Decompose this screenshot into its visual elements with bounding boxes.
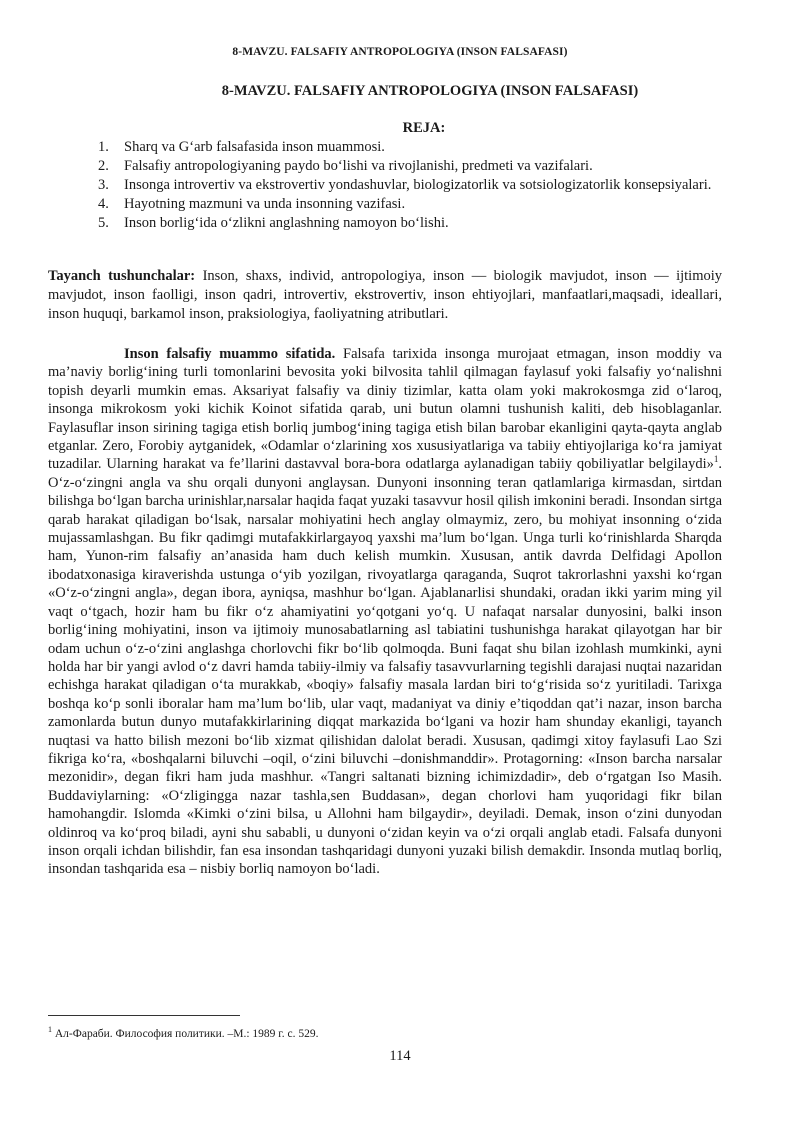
- plan-item: [98, 195, 722, 214]
- plan-item-text: Inson borlig‘ida o‘zlikni anglashning namoyon bo‘lishi.: [124, 215, 449, 231]
- footnote-text: Ал-Фараби. Философия политики. –М.: 1989 г. с. 529.: [52, 1028, 319, 1040]
- plan-item-text: Falsafiy antropologiyaning paydo bo‘lishi va rivojlanishi, predmeti va vazifalari.: [124, 158, 593, 174]
- key-concepts-label: Tayanch tushunchalar:: [48, 268, 196, 284]
- plan-item: [98, 176, 722, 195]
- plan-item: [98, 157, 722, 176]
- key-concepts-text: Inson, shaxs, individ, antropologiya, inson — biologik mavjudot, inson — ijtimoiy mavjudot, inson faolligi, inson qadri, introvertiv, ekstrovertiv, inson ehtiyojlari, manfaatlari,maqsadi, ideallari, inson huquqi, barkamol inson, praksiologiya, faoliyatning atributlari.: [48, 268, 722, 322]
- footnote: [48, 1025, 722, 1040]
- plan-item-number: 3.: [98, 177, 109, 193]
- footnote-reference[interactable]: 1: [713, 454, 719, 465]
- footnote-divider: [48, 1015, 240, 1016]
- plan-list: [98, 138, 722, 233]
- plan-item-number: 5.: [98, 215, 109, 231]
- section-heading: Inson falsafiy muammo sifatida.: [124, 346, 336, 362]
- plan-item-number: 2.: [98, 158, 109, 174]
- plan-item-text: Sharq va G‘arb falsafasida inson muammosi.: [124, 139, 385, 155]
- plan-item-text: Insonga introvertiv va ekstrovertiv yondashuvlar, biologizatorlik va sotsiologizatorlik konsepsiyalari.: [124, 177, 712, 193]
- main-paragraph: [48, 345, 722, 879]
- plan-item: [98, 138, 722, 157]
- plan-heading: REJA:: [402, 120, 446, 136]
- plan-item-number: 1.: [98, 139, 109, 155]
- page-number: 114: [389, 1048, 411, 1064]
- footnote-number: 1: [48, 1025, 52, 1035]
- paragraph-text-part2: . O‘z-o‘zingni angla va shu orqali dunyoni anglaysan. Dunyoni insonning teran qatlamlariga kirmasdan, sirtdan bilishga bo‘lgan barcha urinishlar,narsalar haqida faqat yuzaki tasavvur hosil qilish imkonini beradi. Insondan sirtga qarab harakat qiladigan bo‘lsak, narsalar mohiyatini hech anglay olmaymiz, zero, bu mohiyat insonning o‘zida mujassamlashgan. Bu fikr qadimgi mutafakkirlargayoq yaxshi ma’lum bo‘lgan. Unga turli ko‘rinishlarda Sharqda ham, Yunon-rim falsafiy an’anasida ham duch kelish mumkin. Xususan, antik davrda Delfidagi Apollon ibodatxonasiga kiraverishda ustunga o‘yib yozilgan, rivoyatlarga qaraganda, Suqrot takrorlashni yaxshi ko‘rgan «O‘z-o‘zingni angla», degan ibora, ayniqsa, mashhur bo‘lgan. Ajablanarlisi shundaki, oradan ikki yarim ming yil vaqt o‘tgach, hozir ham bu fikr o‘z ahamiyatini yo‘qotgani yo‘q. U nafaqat narsalar dunyosini, balki inson borlig‘ining mohiyatini, inson va ijtimoiy munosabatlarning asl tabiatini tushunishga harakat qilayotgan har bir odam uchun o‘z-o‘zini anglashga chorlovchi fikr bo‘lib qolmoqda. Buni faqat shu bilan izohlash mumkinki, ayni holda har bir yangi avlod o‘z davri hamda tabiiy-ilmiy va falsafiy tasavvurlarning tegishli darajasi nuqtai nazaridan echishga harakat qiladigan o‘ta murakkab, «boqiy» falsafiy masala lardan biri to‘g‘risida so‘z yuritiladi. Tarixga boshqa ko‘p sonli iboralar ham ma’lum bo‘lib, ular vaqt, madaniyat va diniy e’tiqoddan qat’i nazar, inson barcha zamonlarda butun dunyo mutafakkirlarining diqqat markazida bo‘lgani va hozir ham shunday ekanligi, tayanch nuqtasi va hatto bilish mezoni bo‘lib xizmat qilishidan dalolat beradi. Xususan, qadimgi xitoy faylasufi Lao Szi fikriga ko‘ra, «boshqalarni biluvchi –oqil, o‘zini biluvchi –donishmanddir». Protagorning: «Inson barcha narsalar mezonidir», degan fikri ham juda mashhur. «Tangri saltanati bizning ichimizdadir», deb o‘rgatgan Iso Masih. Buddaviylarning: «O‘zligingga nazar tashla,sen Buddasan», degan chorlovi ham yuqoridagi fikr bilan hamohangdir. Islomda «Kimki o‘zini bilsa, u Allohni ham bilgaydir», deyiladi. Demak, inson o‘zini dunyodan oldinroq va ko‘proq biladi, ayni shu sababli, u dunyoni o‘zidan keyin va o‘zi orqali anglab etadi. Falsafa dunyoni inson orqali ichdan bilishdir, fan esa insondan tashqaridagi dunyoni yuzaki bilish demakdir. Insonda mutlaq borliq, insondan tashqarida esa – nisbiy borliq namoyon bo‘ladi.: [48, 456, 722, 878]
- topic-title: 8-MAVZU. FALSAFIY ANTROPOLOGIYA (INSON FALSAFASI): [221, 83, 639, 99]
- plan-item: [98, 214, 722, 233]
- plan-item-number: 4.: [98, 196, 109, 212]
- plan-item-text: Hayotning mazmuni va unda insonning vazifasi.: [124, 196, 406, 212]
- paragraph-text-part1: Falsafa tarixida insonga murojaat etmagan, inson moddiy va ma’naviy borlig‘ining turli tomonlarini bevosita yoki bilvosita tahlil qilmagan faylasuf yoki falsafiy yo‘nalishni topish deyarli mumkin emas. Aksariyat falsafiy va diniy tizimlar, katta olam yoki makrokosmga zid o‘laroq, insonga mikrokosm yoki kichik Koinot sifatida qarab, uni butun olamni tushunish kaliti, deb hisoblaganlar. Faylasuflar inson sirining tagiga etish borliq jumbog‘ining tagiga etish bilan barobar ekanligini qayta-qayta anglab etganlar. Zero, Forobiy aytganidek, «Odamlar o‘zlarining xos xususiyatlariga va tabiiy ehtiyojlariga ko‘ra jamiyat tuzadilar. Ularning harakat va fe’llarini dastavval bora-bora odatlarga aylanadigan tabiiy qobiliyatlar belgilaydi»: [48, 346, 722, 473]
- running-header: 8-MAVZU. FALSAFIY ANTROPOLOGIYA (INSON FALSAFASI): [232, 46, 568, 58]
- key-concepts-paragraph: [48, 267, 722, 324]
